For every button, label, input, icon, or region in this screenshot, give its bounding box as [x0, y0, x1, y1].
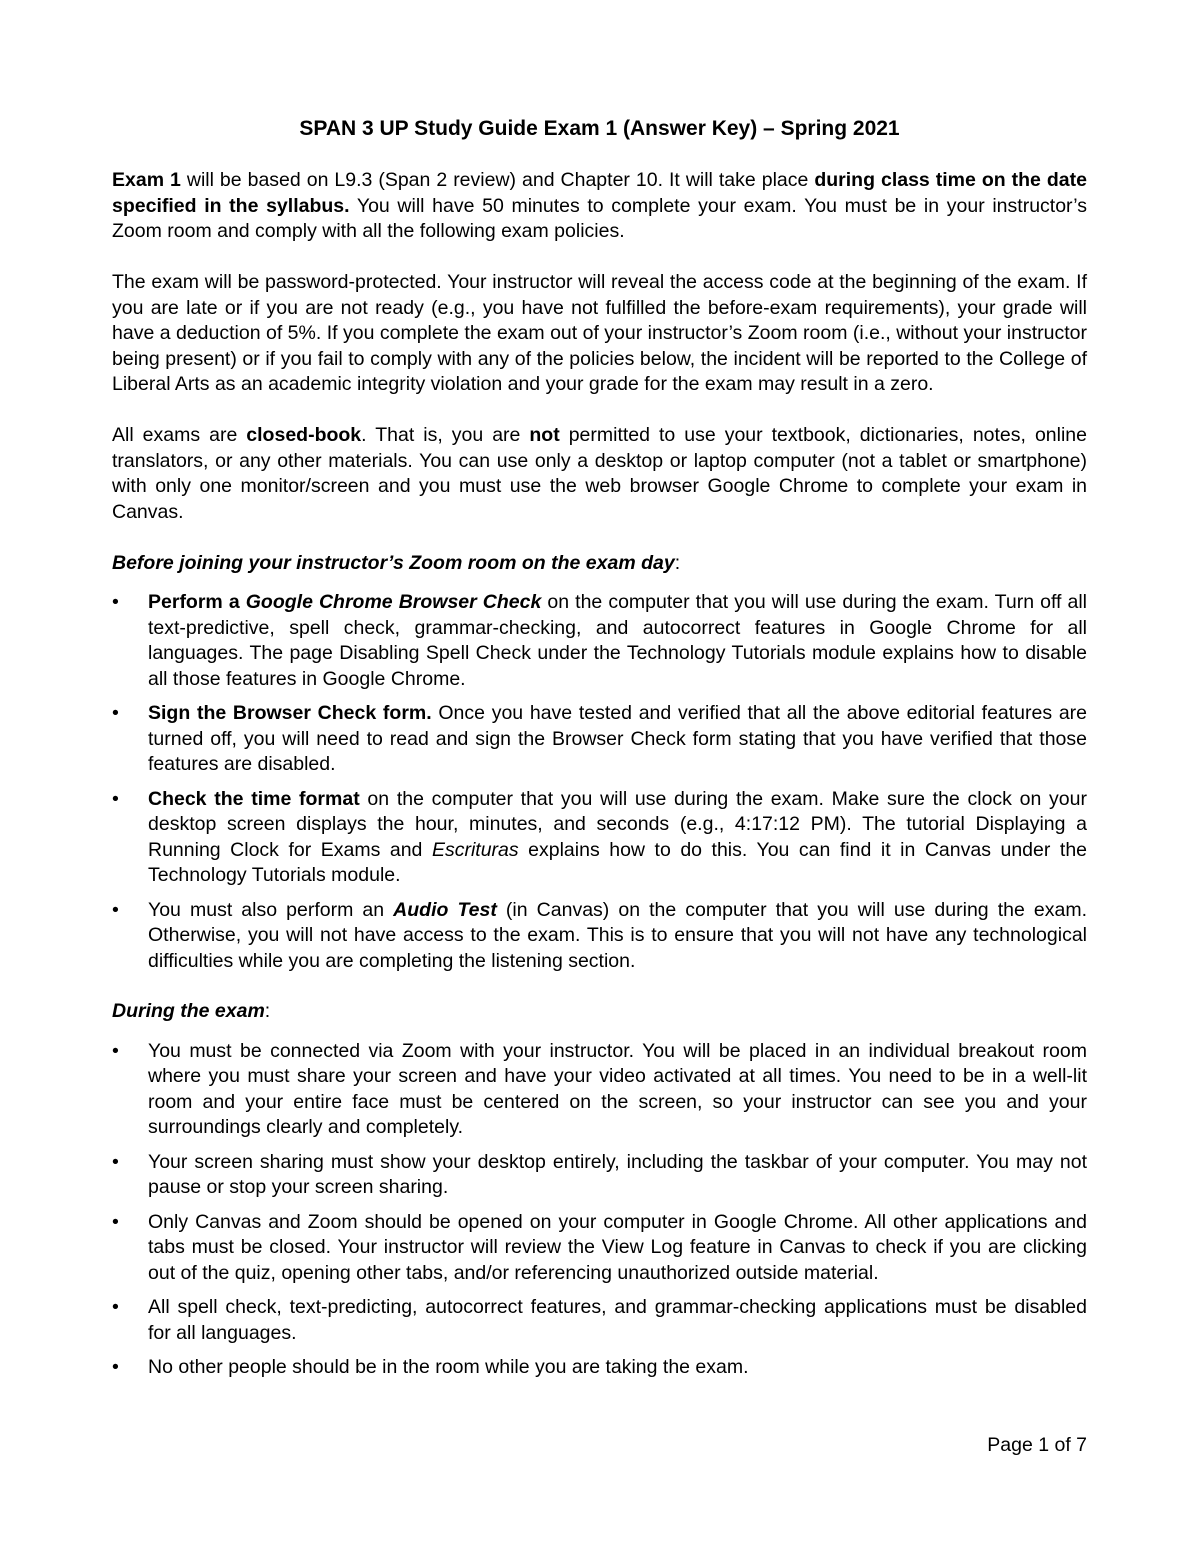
before-exam-list — [112, 590, 1087, 974]
bullet-icon: • — [112, 1296, 119, 1318]
document-body — [112, 168, 1087, 1406]
list-item: • Your screen sharing must show your desktop entirely, including the taskbar of your computer. You may not pause or stop your screen sharing. — [112, 1150, 1087, 1198]
bullet-icon: • — [112, 1039, 119, 1062]
intro-paragraph-exam-info: Exam 1 will be based on L9.3 (Span 2 review) and Chapter 10. It will take place during class time on the date specified in the syllabus. You will have 50 minutes to complete your exam. You must be in your instructor’s Zoom room and comply with all the following exam policies. — [112, 169, 1087, 242]
section-heading-during: During the exam: — [112, 1000, 271, 1022]
list-item: • All spell check, text-predicting, autocorrect features, and grammar-checking applications must be disabled for all languages. — [112, 1296, 1087, 1344]
page-number: Page 1 of 7 — [987, 1434, 1087, 1456]
list-item: • Only Canvas and Zoom should be opened on your computer in Google Chrome. All other applications and tabs must be closed. Your instructor will review the View Log feature in Canvas to check if you are clicking out of the quiz, opening other tabs, and/or referencing unauthorized outside material. — [112, 1210, 1087, 1284]
during-exam-list — [112, 1039, 1087, 1381]
list-item: • You must also perform an Audio Test (in Canvas) on the computer that you will use during the exam. Otherwise, you will not have access to the exam. This is to ensure that you will not have any technological difficulties while you are completing the listening section. — [112, 898, 1087, 972]
bullet-icon: • — [112, 1356, 119, 1378]
list-item: • Sign the Browser Check form. Once you have tested and verified that all the above editorial features are turned off, you will need to read and sign the Browser Check form stating that you have verified that those features are disabled. — [112, 702, 1088, 775]
closed-book-emphasis: closed-book — [246, 424, 362, 446]
section-heading-before: Before joining your instructor’s Zoom room on the exam day: — [112, 551, 681, 574]
bullet-icon: • — [112, 898, 119, 921]
document-title: SPAN 3 UP Study Guide Exam 1 (Answer Key) – Spring 2021 — [299, 117, 900, 140]
not-emphasis: not — [529, 424, 560, 446]
intro-paragraph-password: The exam will be password-protected. Your instructor will reveal the access code at the beginning of the exam. If you are late or if you are not ready (e.g., you have not fulfilled the before-exam requirements), your grade will have a deduction of 5%. If you complete the exam out of your instructor’s Zoom room (i.e., without your instructor being present) or if you fail to comply with any of the policies below, the incident will be reported to the College of Liberal Arts as an academic integrity violation and your grade for the exam may result in a zero. — [112, 271, 1087, 395]
bullet-icon: • — [112, 787, 119, 810]
intro-paragraph-closed-book: All exams are closed-book. That is, you are not permitted to use your textbook, dictionaries, notes, online translators, or any other materials. You can use only a desktop or laptop computer (not a tablet or smartphone) with only one monitor/screen and you must use the web browser Google Chrome to complete your exam in Canvas. — [112, 424, 1087, 523]
exam-label: Exam 1 — [112, 169, 181, 191]
list-item: • You must be connected via Zoom with your instructor. You will be placed in an individual breakout room where you must share your screen and have your video activated at all times. You need to be in a well-lit room and your entire face must be centered on the screen, so your instructor can see you and your surroundings clearly and completely. — [112, 1039, 1087, 1138]
bullet-icon: • — [112, 1210, 119, 1233]
bullet-icon: • — [112, 1150, 119, 1173]
bullet-icon: • — [112, 591, 119, 613]
exam-timing-emphasis: during class time on the date specified in the syllabus. — [112, 169, 1087, 217]
bullet-icon: • — [112, 702, 119, 724]
list-item: • Perform a Google Chrome Browser Check on the computer that you will use during the exam. Turn off all text-predictive, spell check, grammar-checking, and autocorrect features in Google Chrome for all languages. The page Disabling Spell Check under the Technology Tutorials module explains how to disable all those features in Google Chrome. — [112, 591, 1087, 690]
list-item: • Check the time format on the computer that you will use during the exam. Make sure the clock on your desktop screen displays the hour, minutes, and seconds (e.g., 4:17:12 PM). The tutorial Displaying a Running Clock for Exams and Escrituras explains how to do this. You can find it in Canvas under the Technology Tutorials module. — [112, 787, 1088, 886]
list-item: • No other people should be in the room while you are taking the exam. — [112, 1355, 1087, 1381]
